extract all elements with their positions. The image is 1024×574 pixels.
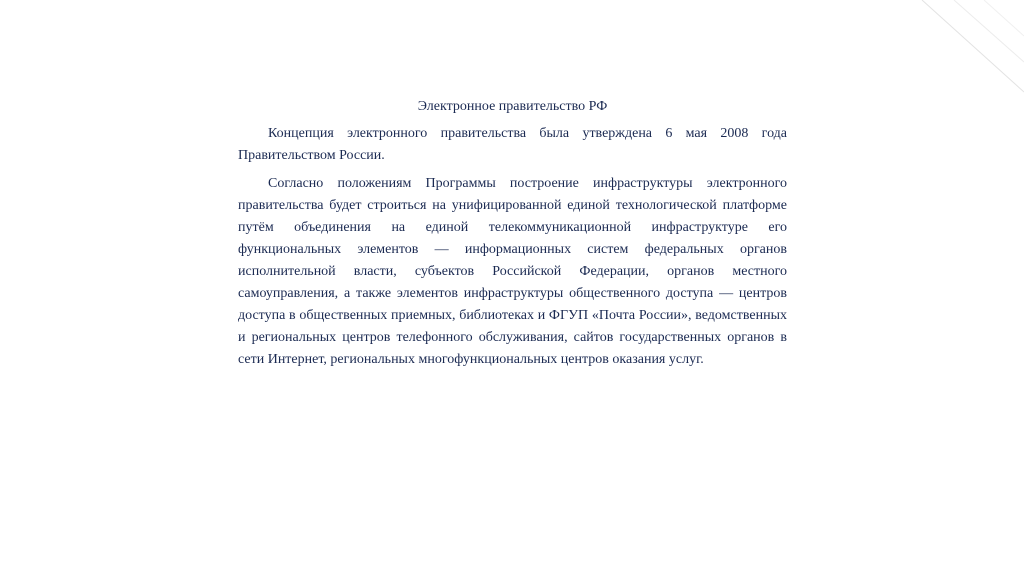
paragraph-program: Согласно положениям Программы построение инфраструктуры электронного правительства будет строиться на унифицированной единой технологической платформе путём объединения на единой телекоммуникационной инфраструктуре его функциональных элементов — информационных систем федеральных органов исполнительной власти, субъектов Российской Федерации, органов местного самоуправления, а также элементов инфраструктуры общественного доступа — центров доступа в общественных приемных, библиотеках и ФГУП «Почта России», ведомственных и региональных центров телефонного обслуживания, сайтов государственных органов в сети Интернет, региональных многофункциональных центров оказания услуг. [238, 176, 787, 367]
slide-title: Электронное правительство РФ [417, 99, 608, 114]
paragraph-concept: Концепция электронного правительства была утверждена 6 мая 2008 года Правительством России. [238, 126, 787, 163]
corner-line-decoration [884, 0, 1024, 100]
slide-content [238, 96, 787, 377]
